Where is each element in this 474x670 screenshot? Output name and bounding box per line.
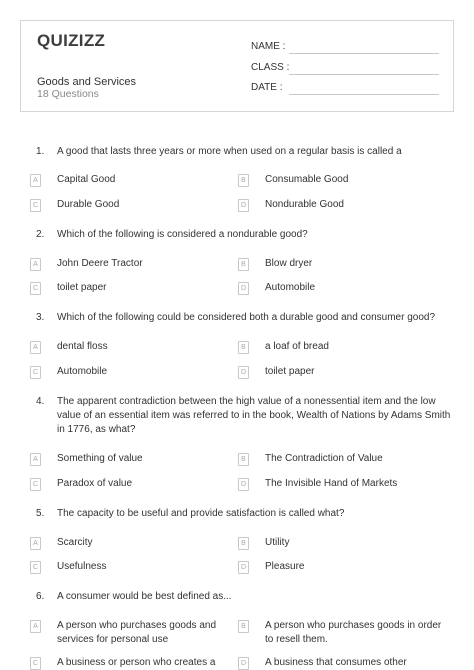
option-letter: A: [30, 537, 41, 550]
option-text: a loaf of bread: [265, 341, 329, 352]
option-letter: C: [30, 366, 41, 379]
option-letter: D: [238, 282, 249, 295]
option-letter: D: [238, 657, 249, 670]
question-count: 18 Questions: [37, 88, 99, 100]
option-text: Durable Good: [57, 199, 120, 210]
option-text: The Invisible Hand of Markets: [265, 478, 398, 489]
option-letter: C: [30, 478, 41, 491]
option-text: toilet paper: [57, 282, 107, 293]
quizizz-logo: QUIZIZZ: [37, 31, 106, 50]
option-text: Nondurable Good: [265, 199, 344, 210]
option-text: Usefulness: [57, 561, 107, 572]
name-line: [289, 53, 439, 54]
option-text: dental floss: [57, 341, 108, 352]
question-text: Which of the following could be considered both a durable good and consumer good?: [57, 312, 436, 323]
question-text: A consumer would be best defined as...: [57, 591, 232, 602]
option-letter: B: [238, 620, 249, 633]
option-text: A person who purchases goods in order to resell them.: [265, 620, 442, 645]
option-text: A business or person who creates a: [57, 657, 216, 668]
option-letter: B: [238, 453, 249, 466]
option-text: Pleasure: [265, 561, 305, 572]
question-text: Which of the following is considered a nondurable good?: [57, 229, 308, 240]
question-text: The capacity to be useful and provide satisfaction is called what?: [57, 508, 345, 519]
option-letter: D: [238, 561, 249, 574]
option-letter: D: [238, 366, 249, 379]
question-number: 5.: [36, 508, 45, 519]
option-text: Scarcity: [57, 537, 93, 548]
option-text: Capital Good: [57, 174, 116, 185]
option-letter: C: [30, 199, 41, 212]
option-text: A business that consumes other: [265, 657, 407, 668]
option-letter: A: [30, 258, 41, 271]
question-number: 1.: [36, 146, 45, 157]
option-text: John Deere Tractor: [57, 258, 143, 269]
class-label: CLASS :: [251, 62, 290, 73]
question-number: 4.: [36, 396, 45, 407]
option-letter: A: [30, 620, 41, 633]
option-letter: B: [238, 537, 249, 550]
option-letter: D: [238, 478, 249, 491]
date-label: DATE :: [251, 82, 283, 93]
class-line: [289, 74, 439, 75]
option-text: Utility: [265, 537, 290, 548]
question-number: 3.: [36, 312, 45, 323]
worksheet-header: [20, 20, 454, 112]
date-line: [289, 94, 439, 95]
option-letter: B: [238, 258, 249, 271]
name-label: NAME :: [251, 41, 286, 52]
option-letter: A: [30, 341, 41, 354]
question-text: The apparent contradiction between the high value of a nonessential item and the low value of an essential item was referred to in the book, Wealth of Nations by Adams Smith in 1776, as what?: [57, 396, 451, 435]
option-letter: C: [30, 561, 41, 574]
option-letter: A: [30, 453, 41, 466]
question-number: 6.: [36, 591, 45, 602]
option-text: Blow dryer: [265, 258, 313, 269]
option-text: A person who purchases goods and services for personal use: [57, 620, 216, 645]
option-letter: A: [30, 174, 41, 187]
option-text: Automobile: [57, 366, 108, 377]
worksheet-title: Goods and Services: [37, 76, 137, 88]
option-text: Consumable Good: [265, 174, 349, 185]
option-text: Automobile: [265, 282, 316, 293]
option-text: toilet paper: [265, 366, 315, 377]
option-letter: C: [30, 282, 41, 295]
question-text: A good that lasts three years or more when used on a regular basis is called a: [57, 146, 402, 157]
question-number: 2.: [36, 229, 45, 240]
option-text: Something of value: [57, 453, 143, 464]
option-letter: D: [238, 199, 249, 212]
option-letter: B: [238, 174, 249, 187]
option-letter: C: [30, 657, 41, 670]
option-text: The Contradiction of Value: [265, 453, 383, 464]
option-text: Paradox of value: [57, 478, 133, 489]
option-letter: B: [238, 341, 249, 354]
